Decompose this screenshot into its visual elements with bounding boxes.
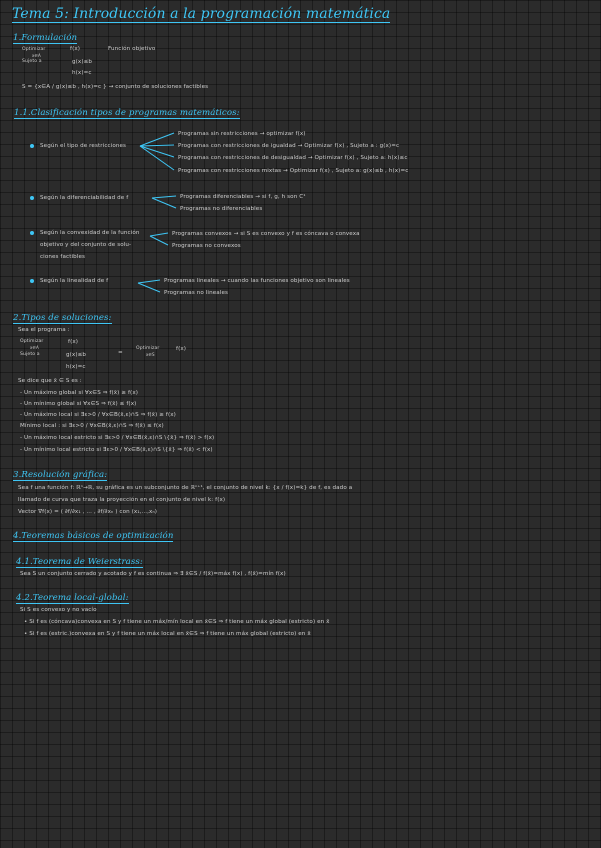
weierstrass-statement: Sea S un conjunto cerrado y acotado y f es continua ⇒ ∃ x̄∈S / f(x̄)=máx f(x) , f(x̄)=mín f(x) bbox=[20, 571, 286, 577]
program-intro: Sea el programa : bbox=[18, 327, 70, 333]
section-4-1-heading: 4.1.Teorema de Weierstrass: bbox=[16, 557, 143, 567]
program-fx: f(x) bbox=[68, 339, 79, 345]
formulation-h: h(x)=c bbox=[72, 70, 92, 76]
program-fx-2: f(x) bbox=[176, 346, 187, 352]
class-3-item-1: Programas convexos → si S es convexo y f es cóncava o convexa bbox=[172, 231, 360, 237]
program-equivalence: = bbox=[118, 350, 123, 356]
class-1-item-1: Programas sin restricciones → optimizar f(x) bbox=[178, 131, 306, 137]
page-title: Tema 5: Introducción a la programación matemática bbox=[12, 6, 391, 22]
class-1-item-3: Programas con restricciones de desigualdad → Optimizar f(x) , Sujeto a: h(x)≤c bbox=[178, 155, 408, 161]
class-4-item-1: Programas lineales → cuando las funciones objetivo son lineales bbox=[164, 278, 350, 284]
solution-local-min: Mínimo local : si ∃ε>0 / ∀x∈B(x̄,ε)∩S ⇒ f(x̄) ≤ f(x) bbox=[20, 423, 164, 429]
solution-strict-local-min: - Un mínimo local estricto si ∃ε>0 / ∀x∈B(x̄,ε)∩S \{x̄} ⇒ f(x̄) < f(x) bbox=[20, 447, 213, 453]
solution-global-max: - Un máximo global si ∀x∈S ⇒ f(x̄) ≥ f(x) bbox=[20, 390, 139, 396]
section-4-2-heading: 4.2.Teorema local-global: bbox=[16, 593, 129, 603]
class-by-linearity: Según la linealidad de f bbox=[40, 278, 109, 284]
arrow-2a bbox=[152, 196, 176, 198]
arrow-1c bbox=[140, 146, 174, 157]
feasible-set: S = {x∈A / g(x)≤b , h(x)=c } → conjunto de soluciones factibles bbox=[22, 84, 209, 90]
section-1-1-heading: 1.1.Clasificación tipos de programas matemáticos: bbox=[14, 108, 240, 118]
local-global-1: Si S es convexo y no vacío bbox=[20, 607, 97, 613]
arrow-4b bbox=[138, 283, 160, 292]
formulation-subject: Sujeto a bbox=[22, 59, 42, 64]
arrow-4a bbox=[138, 280, 160, 283]
formulation-objective: Función objetivo bbox=[108, 46, 156, 52]
formulation-g: g(x)≤b bbox=[72, 59, 93, 65]
class-3-item-2: Programas no convexos bbox=[172, 243, 241, 249]
class-by-convexity: Según la convexidad de la función bbox=[40, 230, 140, 236]
local-global-2: • Si f es (cóncava)convexa en S y f tiene un máx/mín local en x̄∈S ⇒ f tiene un máx global (estricto) en x̄ bbox=[24, 619, 330, 625]
class-by-convexity-l2: objetivo y del conjunto de solu- bbox=[40, 242, 132, 248]
arrow-2b bbox=[152, 198, 176, 208]
solution-global-min: - Un mínimo global si ∀x∈S ⇒ f(x̄) ≤ f(x) bbox=[20, 401, 137, 407]
section-2-heading: 2.Tipos de soluciones: bbox=[13, 313, 112, 323]
program-optimize: Optimizar bbox=[20, 339, 44, 344]
arrow-1d bbox=[140, 146, 174, 170]
program-g: g(x)≤b bbox=[66, 352, 87, 358]
class-2-item-1: Programas diferenciables → si f, g, h son C¹ bbox=[180, 194, 306, 200]
graphic-line-3: Vector ∇f(x) = ( ∂f/∂x₁ , ... , ∂f/∂xₙ ) con (x₁,...,xₙ) bbox=[18, 509, 158, 515]
arrow-3a bbox=[150, 233, 168, 236]
program-h: h(x)=c bbox=[66, 364, 86, 370]
class-by-differentiability: Según la diferenciabilidad de f bbox=[40, 195, 129, 201]
class-4-item-2: Programas no lineales bbox=[164, 290, 228, 296]
local-global-3: • Si f es (estric.)convexa en S y f tiene un máx local en x̄∈S ⇒ f tiene un máx global (estricto) en x̄ bbox=[24, 631, 311, 637]
formulation-optimize: Optimizar bbox=[22, 47, 46, 52]
class-1-item-4: Programas con restricciones mixtas → Optimizar f(x) , Sujeto a: g(x)≤b , h(x)=c bbox=[178, 168, 409, 174]
graphic-line-2: llamado de curva que traza la proyección en el conjunto de nivel k: f(x) bbox=[18, 497, 226, 503]
section-1-heading: 1.Formulación bbox=[13, 33, 78, 43]
program-optimize-2-sub: x∈S bbox=[146, 352, 155, 357]
section-3-heading: 3.Resolución gráfica: bbox=[13, 470, 108, 480]
formulation-fx: f(x) bbox=[70, 46, 81, 52]
solution-strict-local-max: - Un máximo local estricto si ∃ε>0 / ∀x∈B(x̄,ε)∩S \{x̄} ⇒ f(x̄) > f(x) bbox=[20, 435, 215, 441]
arrow-1b bbox=[140, 145, 174, 146]
program-subject: Sujeto a bbox=[20, 352, 40, 357]
solution-intro: Se dice que x̄ ∈ S es : bbox=[18, 378, 82, 384]
section-4-heading: 4.Teoremas básicos de optimización bbox=[13, 531, 174, 541]
solution-local-max: - Un máximo local si ∃ε>0 / ∀x∈B(x̄,ε)∩S ⇒ f(x̄) ≥ f(x) bbox=[20, 412, 176, 418]
program-optimize-sub: x∈A bbox=[30, 345, 39, 350]
class-2-item-2: Programas no diferenciables bbox=[180, 206, 263, 212]
class-by-convexity-l3: ciones factibles bbox=[40, 254, 86, 260]
graphic-line-1: Sea f una función f: ℝⁿ→ℝ, su gráfica es un subconjunto de ℝⁿ⁺¹, el conjunto de nivel k: {x / f(x)=k} de f, es dado a bbox=[18, 485, 353, 491]
class-1-item-2: Programas con restricciones de igualdad → Optimizar f(x) , Sujeto a : g(x)=c bbox=[178, 143, 400, 149]
program-optimize-2: Optimizar bbox=[136, 346, 160, 351]
class-by-constraints: Según el tipo de restricciones bbox=[40, 143, 127, 149]
formulation-optimize-sub: x∈A bbox=[32, 53, 41, 58]
arrow-3b bbox=[150, 236, 168, 245]
arrow-1a bbox=[140, 133, 174, 146]
